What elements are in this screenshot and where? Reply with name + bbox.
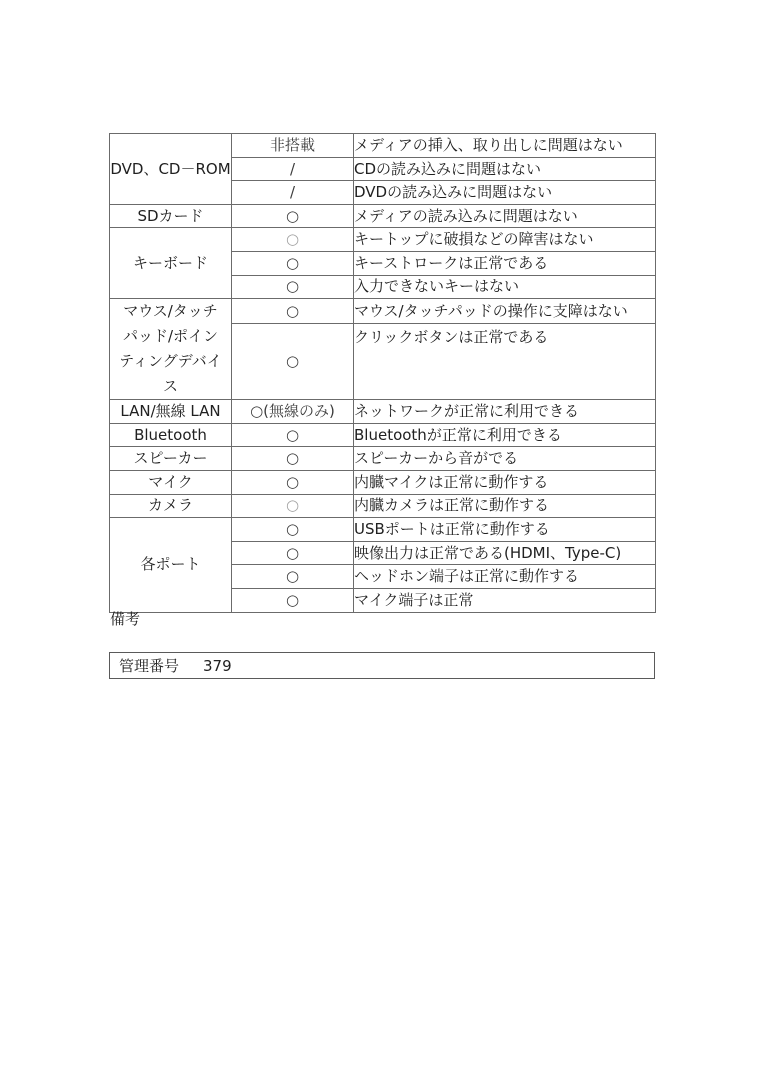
status-cell: [232, 251, 354, 275]
description-cell: [354, 275, 656, 299]
status-cell: [232, 157, 354, 181]
device-group-label: 各ポート: [140, 555, 201, 574]
device-group-cell: [110, 299, 232, 400]
check-circle: ○: [285, 543, 300, 562]
description-cell: [354, 494, 656, 518]
description-cell: [354, 565, 656, 589]
status-cell: [232, 324, 354, 400]
description-text: スピーカーから音がでる: [354, 449, 519, 468]
description-text: 映像出力は正常である(HDMI、Type-C): [354, 543, 622, 562]
description-text: 入力できないキーはない: [354, 277, 520, 296]
status-cell: [232, 447, 354, 471]
hardware-checklist-table: [109, 133, 656, 613]
table-row: [110, 423, 656, 447]
table-row: [110, 447, 656, 471]
device-group-label: DVD、CD－ROM: [110, 159, 231, 178]
table-row: [110, 134, 656, 158]
status-cell: [232, 275, 354, 299]
status-cell: [232, 400, 354, 424]
description-text: DVDの読み込みに問題はない: [354, 183, 553, 202]
check-circle: ○: [285, 352, 300, 371]
description-cell: [354, 400, 656, 424]
device-group-label: Bluetooth: [134, 425, 207, 444]
description-text: Bluetoothが正常に利用できる: [354, 425, 562, 444]
management-number-label: 管理番号: [119, 657, 180, 675]
device-group-cell: [110, 494, 232, 518]
description-text: メディアの読み込みに問題はない: [354, 206, 578, 225]
check-circle: ○: [285, 567, 300, 586]
description-cell: [354, 423, 656, 447]
status-cell: [232, 228, 354, 252]
device-group-cell: [110, 423, 232, 447]
check-circle: ○: [285, 253, 300, 272]
table-row: [110, 400, 656, 424]
description-cell: [354, 470, 656, 494]
description-cell: [354, 134, 656, 158]
status-cell: [232, 181, 354, 205]
check-circle: ○: [285, 301, 300, 320]
device-group-cell: [110, 228, 232, 299]
device-group-cell: [110, 400, 232, 424]
table-row: [110, 494, 656, 518]
description-cell: [354, 157, 656, 181]
description-text: USBポートは正常に動作する: [354, 520, 550, 539]
device-group-label: カメラ: [147, 496, 193, 515]
check-circle: ○: [285, 230, 300, 249]
description-cell: [354, 228, 656, 252]
status-cell: [232, 588, 354, 612]
status-cell: [232, 204, 354, 228]
check-circle: ○: [285, 590, 300, 609]
description-text: 内臓カメラは正常に動作する: [354, 496, 550, 515]
table-row: [110, 228, 656, 252]
device-group-label: マイク: [148, 472, 193, 491]
status-cell: [232, 470, 354, 494]
check-circle: ○: [285, 496, 300, 515]
description-cell: [354, 518, 656, 542]
description-text: ヘッドホン端子は正常に動作する: [354, 567, 580, 586]
device-group-cell: [110, 447, 232, 471]
status-cell: [232, 541, 354, 565]
description-text: CDの読み込みに問題はない: [354, 159, 542, 178]
check-circle: ○: [285, 472, 300, 491]
status-cell: [232, 565, 354, 589]
device-group-label: キーボード: [132, 253, 208, 272]
status-value: /: [289, 159, 296, 178]
check-circle: ○: [285, 449, 300, 468]
table-row: [110, 299, 656, 324]
device-group-cell: [110, 134, 232, 205]
description-text: キーストロークは正常である: [354, 253, 549, 272]
device-group-label: スピーカー: [133, 449, 208, 468]
description-cell: [354, 588, 656, 612]
table-row: [110, 470, 656, 494]
check-circle: ○(無線のみ): [250, 402, 335, 421]
description-text: メディアの挿入、取り出しに問題はない: [354, 135, 623, 154]
table-row: [110, 518, 656, 542]
check-circle: ○: [285, 520, 300, 539]
device-group-label: SDカード: [137, 206, 204, 225]
device-group-cell: [110, 470, 232, 494]
description-cell: [354, 541, 656, 565]
status-value: /: [289, 183, 296, 202]
check-circle: ○: [285, 425, 300, 444]
device-group-cell: [110, 518, 232, 612]
check-circle: ○: [285, 206, 300, 225]
status-value: 非搭載: [269, 135, 315, 154]
status-cell: [232, 423, 354, 447]
status-cell: [232, 518, 354, 542]
description-cell: [354, 299, 656, 324]
description-cell: [354, 447, 656, 471]
table-row: [110, 204, 656, 228]
description-text: ネットワークが正常に利用できる: [354, 402, 580, 421]
description-text: クリックボタンは正常である: [354, 328, 549, 347]
remarks-label: 備考: [110, 610, 141, 628]
description-text: 内臓マイクは正常に動作する: [354, 472, 549, 491]
device-group-label: LAN/無線 LAN: [120, 402, 221, 421]
management-number-box: [109, 652, 655, 679]
description-cell: [354, 204, 656, 228]
status-cell: [232, 299, 354, 324]
status-cell: [232, 494, 354, 518]
description-text: マウス/タッチパッドの操作に支障はない: [354, 301, 628, 320]
description-text: キートップに破損などの障害はない: [354, 230, 594, 249]
description-cell: [354, 324, 656, 400]
description-text: マイク端子は正常: [354, 590, 474, 609]
check-circle: ○: [285, 277, 300, 296]
description-cell: [354, 181, 656, 205]
device-group-cell: [110, 204, 232, 228]
device-group-label: マウス/タッチパッド/ポインティングデバイス: [119, 302, 222, 396]
description-cell: [354, 251, 656, 275]
management-number-value: 379: [203, 656, 232, 675]
status-cell: [232, 134, 354, 158]
